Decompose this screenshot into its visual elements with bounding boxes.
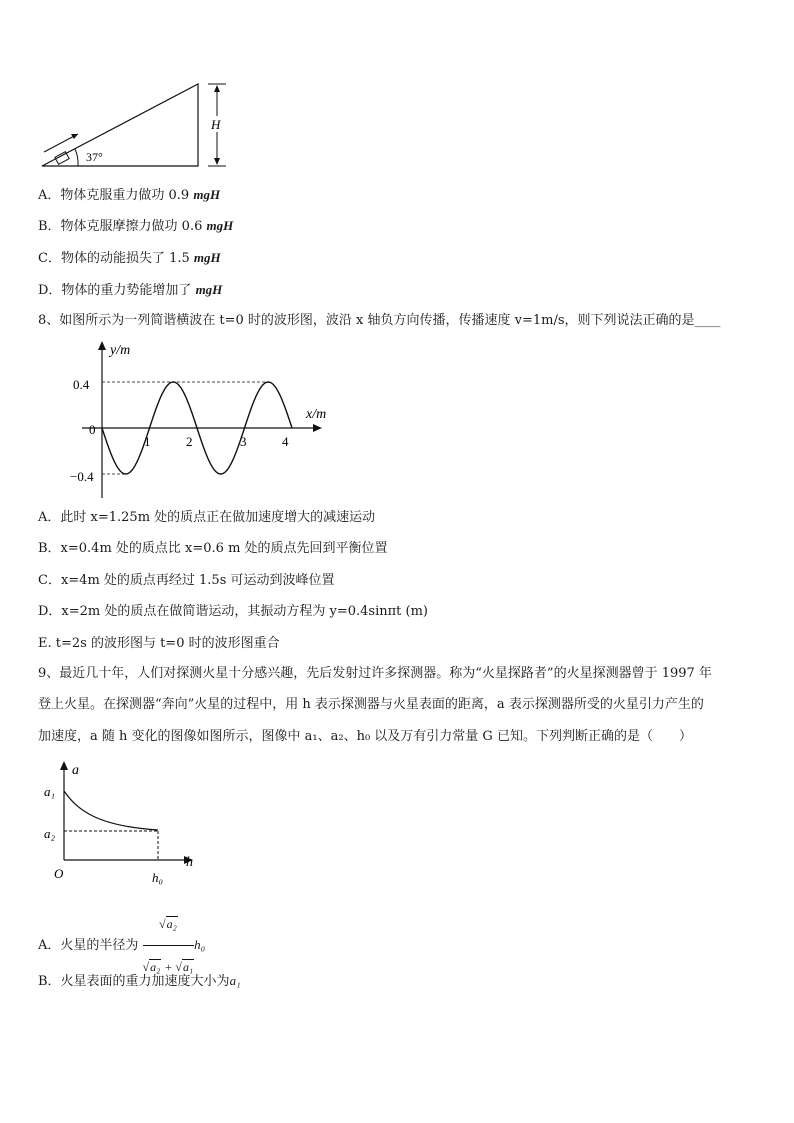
height-arrow-down: [214, 158, 220, 165]
q9-stem-line-2: 登上火星。在探测器“奔向”火星的过程中，用 h 表示探测器与火星表面的距离，a 表示探测器所受的火星引力产生的: [38, 697, 704, 712]
radius-fraction: $\frac{\text{√a₂}}{\text{√a₂ + √a₁}}$: [143, 904, 195, 987]
q8-option-a: A．此时 x=1.25m 处的质点正在做加速度增大的减速运动: [38, 510, 376, 525]
angle-arc: [75, 149, 78, 166]
q7-option-a: A．物体克服重力做功 0.9 mgH: [38, 187, 221, 203]
y-axis-label: y/m: [110, 343, 131, 358]
a2-label: a₂: [44, 826, 56, 841]
y-tick-0: 0: [89, 422, 96, 437]
a-axis-arrow: [60, 761, 68, 770]
wave-chart: [70, 338, 340, 500]
a-h-curve: [64, 791, 158, 830]
q8-option-d: D．x=2m 处的质点在做简谐运动，其振动方程为 y=0.4sinπt (m): [38, 604, 428, 619]
q7-option-b: B．物体克服摩擦力做功 0.6 mgH: [38, 218, 234, 234]
q8-option-c: C．x=4m 处的质点再经过 1.5s 可运动到波峰位置: [38, 573, 335, 588]
x-tick-4: 4: [282, 434, 289, 449]
q8-option-b: B．x=0.4m 处的质点比 x=0.6 m 处的质点先回到平衡位置: [38, 541, 388, 556]
acceleration-height-graph: [38, 756, 208, 890]
x-axis-label: x/m: [306, 407, 327, 422]
q9-stem-line-3: 加速度，a 随 h 变化的图像如图所示，图像中 a₁、a₂、h₀ 以及万有引力常量 G 已知。下列判断正确的是（ ）: [38, 729, 692, 744]
x-axis-arrow: [313, 424, 322, 432]
x-tick-2: 2: [186, 434, 193, 449]
height-label: H: [211, 117, 221, 132]
origin-label: O: [54, 866, 64, 881]
height-arrow-up: [214, 85, 220, 92]
q7-option-d: D．物体的重力势能增加了 mgH: [38, 282, 223, 298]
angle-label: 37°: [86, 150, 103, 164]
q7-option-c: C．物体的动能损失了 1.5 mgH: [38, 250, 221, 266]
x-tick-3: 3: [240, 434, 247, 449]
q9-stem-line-1: 9、最近几十年，人们对探测火星十分感兴趣，先后发射过许多探测器。称为“火星探路者”的火星探测器曾于 1997 年: [38, 666, 712, 681]
q8-stem: 8、如图所示为一列简谐横波在 t=0 时的波形图，波沿 x 轴负方向传播，传播速度 v=1m/s，则下列说法正确的是____: [38, 313, 721, 328]
q9-option-a: A．火星的半径为 $\frac{\text{√a₂}}{\text{√a₂ + √a₁}}$ h₀: [38, 904, 205, 987]
a-axis-label: a: [72, 763, 79, 778]
incline-figure: [38, 78, 248, 173]
y-tick-0.4: 0.4: [73, 377, 90, 392]
q8-option-e: E. t=2s 的波形图与 t=0 时的波形图重合: [38, 636, 280, 651]
y-axis-arrow: [98, 341, 106, 350]
motion-arrow-head: [71, 134, 78, 139]
y-tick-neg0.4: −0.4: [70, 469, 94, 484]
x-tick-1: 1: [144, 434, 151, 449]
a1-label: a₁: [44, 784, 56, 799]
incline-triangle: [42, 84, 198, 166]
h-axis-label: h: [186, 855, 193, 870]
q9-option-b: B．火星表面的重力加速度大小为a₁: [38, 973, 241, 989]
h0-label: h₀: [152, 870, 164, 885]
